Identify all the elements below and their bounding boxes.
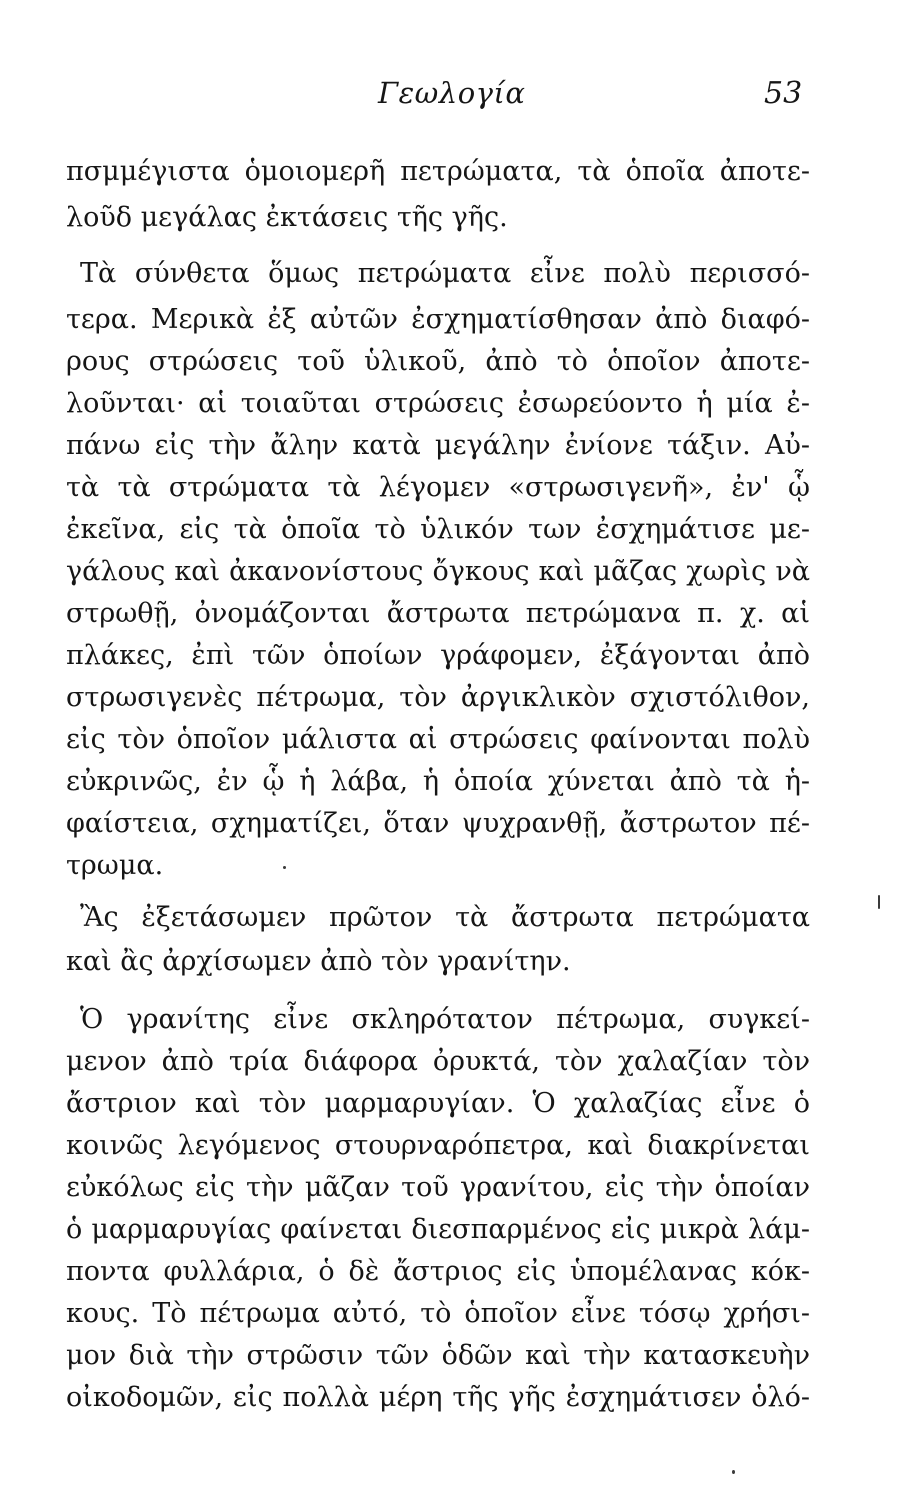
text-line: εἰς τὸν ὁποῖον μάλιστα αἱ στρώσεις φαίνονται πολὺ xyxy=(66,724,810,755)
text-line: Ἂς ἐξετάσωμεν πρῶτον τὰ ἄστρωτα πετρώματα xyxy=(80,902,810,933)
text-line: ὁ μαρμαρυγίας φαίνεται διεσπαρμένος εἰς μικρὰ λάμ- xyxy=(66,1214,810,1245)
text-line: ἄστριον καὶ τὸν μαρμαρυγίαν. Ὁ χαλαζίας εἶνε ὁ xyxy=(66,1088,810,1119)
text-line: λοῦδ μεγάλας ἐκτάσεις τῆς γῆς. xyxy=(66,202,508,233)
text-line: τὰ τὰ στρώματα τὰ λέγομεν «στρωσιγενῆ», ἐν' ᾧ xyxy=(66,472,810,503)
running-head xyxy=(0,76,924,116)
text-line: εὐκόλως εἰς τὴν μᾶζαν τοῦ γρανίτου, εἰς τὴν ὁποίαν xyxy=(66,1172,810,1203)
text-line: πσμμέγιστα ὁμοιομερῆ πετρώματα, τὰ ὁποῖα ἀποτε- xyxy=(66,156,810,187)
text-line: ἐκεῖνα, εἰς τὰ ὁποῖα τὸ ὑλικόν των ἐσχημάτισε με- xyxy=(66,514,810,545)
text-line: τερα. Μερικὰ ἐξ αὐτῶν ἐσχηματίσθησαν ἀπὸ διαφό- xyxy=(66,304,810,335)
text-line: πλάκες, ἐπὶ τῶν ὁποίων γράφομεν, ἐξάγονται ἀπὸ xyxy=(66,640,810,671)
print-speck xyxy=(878,895,880,909)
text-line: ρους στρώσεις τοῦ ὑλικοῦ, ἀπὸ τὸ ὁποῖον ἀποτε- xyxy=(66,346,810,377)
text-line: στρωσιγενὲς πέτρωμα, τὸν ἀργικλικὸν σχιστόλιθον, xyxy=(66,682,810,713)
text-line: Ὁ γρανίτης εἶνε σκληρότατον πέτρωμα, συγκεί- xyxy=(80,1004,810,1035)
text-line: εὐκρινῶς, ἐν ᾧ ἡ λάβα, ἡ ὁποία χύνεται ἀπὸ τὰ ἡ- xyxy=(66,766,810,797)
print-speck xyxy=(283,866,286,869)
print-speck xyxy=(732,1470,735,1474)
text-line: οἰκοδομῶν, εἰς πολλὰ μέρη τῆς γῆς ἐσχημάτισεν ὁλό- xyxy=(66,1382,810,1413)
text-line: καὶ ἂς ἀρχίσωμεν ἀπὸ τὸν γρανίτην. xyxy=(66,946,571,977)
text-line: τρωμα. xyxy=(66,850,164,881)
text-line: μον διὰ τὴν στρῶσιν τῶν ὁδῶν καὶ τὴν κατασκευὴν xyxy=(66,1340,810,1371)
text-line: πάνω εἰς τὴν ἄλην κατὰ μεγάλην ἐνίονε τάξιν. Αὐ- xyxy=(66,430,810,461)
text-line: μενον ἀπὸ τρία διάφορα ὀρυκτά, τὸν χαλαζίαν τὸν xyxy=(66,1046,810,1077)
page-number: 53 xyxy=(764,76,803,111)
running-title: Γεωλογία xyxy=(378,76,526,110)
text-line: λοῦνται· αἱ τοιαῦται στρώσεις ἐσωρεύοντο ἡ μία ἐ- xyxy=(66,388,810,419)
text-line: κους. Τὸ πέτρωμα αὐτό, τὸ ὁποῖον εἶνε τόσῳ χρήσι- xyxy=(66,1298,810,1329)
text-line: ποντα φυλλάρια, ὁ δὲ ἄστριος εἰς ὑπομέλανας κόκ- xyxy=(66,1256,810,1287)
text-line: στρωθῇ, ὀνομάζονται ἄστρωτα πετρώμανα π. χ. αἱ xyxy=(66,598,810,629)
text-line: γάλους καὶ ἀκανονίστους ὄγκους καὶ μᾶζας χωρὶς νὰ xyxy=(66,556,810,587)
text-line: κοινῶς λεγόμενος στουρναρόπετρα, καὶ διακρίνεται xyxy=(66,1130,810,1161)
text-line: φαίστεια, σχηματίζει, ὅταν ψυχρανθῇ, ἄστρωτον πέ- xyxy=(66,808,810,839)
text-line: Τὰ σύνθετα ὅμως πετρώματα εἶνε πολὺ περισσό- xyxy=(80,258,810,289)
